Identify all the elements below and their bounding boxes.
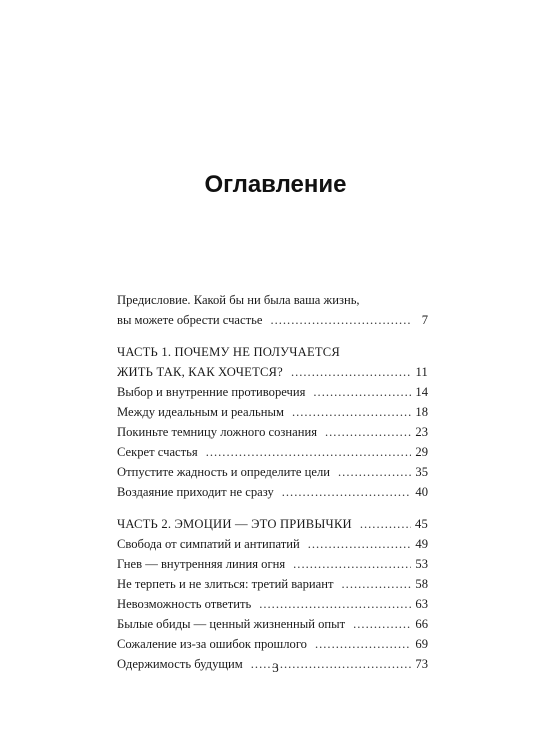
toc-entry-label: Воздаяние приходит не сразу	[117, 485, 274, 499]
toc-page-number: 58	[415, 577, 428, 591]
toc-entry-label: Выбор и внутренние противоречия	[117, 385, 306, 399]
page-title: Оглавление	[204, 171, 347, 198]
toc-entry[interactable]	[117, 442, 428, 462]
dot-leader	[315, 634, 411, 654]
toc-entry-label: Секрет счастья	[117, 445, 198, 459]
toc-page-number: 53	[415, 557, 428, 571]
toc-entry-label: ЖИТЬ ТАК, КАК ХОЧЕТСЯ?	[117, 365, 283, 379]
folio-page-number: 3	[272, 660, 279, 675]
toc-page-number: 45	[415, 517, 428, 531]
toc-entry-label: Сожаление из-за ошибок прошлого	[117, 637, 307, 651]
dot-leader	[291, 362, 412, 382]
dot-leader	[282, 482, 412, 502]
toc-entry-label: Покиньте темницу ложного сознания	[117, 425, 317, 439]
toc-entry-label: Свобода от симпатий и антипатий	[117, 537, 300, 551]
toc-page-number: 11	[415, 365, 428, 379]
toc-entry[interactable]	[117, 534, 428, 554]
toc-page-number: 23	[415, 425, 428, 439]
dot-leader	[360, 514, 411, 534]
toc-entry[interactable]	[117, 554, 428, 574]
dot-leader	[342, 574, 412, 594]
toc-entry-preface-line1: Предисловие. Какой бы ни была ваша жизнь,	[117, 293, 360, 307]
dot-leader	[270, 310, 412, 330]
toc-page-number: 29	[415, 445, 428, 459]
toc-entry[interactable]	[117, 422, 428, 442]
dot-leader	[293, 554, 411, 574]
toc-entry-preface[interactable]	[117, 310, 428, 330]
toc-page-number: 69	[415, 637, 428, 651]
section-gap	[117, 330, 428, 342]
toc-entry-label: Отпустите жадность и определите цели	[117, 465, 331, 479]
dot-leader	[308, 534, 412, 554]
toc-page-number: 49	[415, 537, 428, 551]
toc-part1-title-line1: ЧАСТЬ 1. ПОЧЕМУ НЕ ПОЛУЧАЕТСЯ	[117, 345, 340, 359]
toc-page-number: 40	[415, 485, 428, 499]
dot-leader	[325, 422, 411, 442]
section-gap	[117, 502, 428, 514]
toc-page-number: 7	[421, 313, 428, 327]
toc-entry-label: вы можете обрести счастье	[117, 313, 263, 327]
toc-entry[interactable]	[117, 594, 428, 614]
toc-entry[interactable]	[117, 382, 428, 402]
toc-entry[interactable]	[117, 402, 428, 422]
dot-leader	[338, 462, 411, 482]
table-of-contents	[117, 290, 428, 674]
toc-page-number: 14	[415, 385, 428, 399]
toc-page-number: 18	[415, 405, 428, 419]
toc-entry[interactable]	[117, 614, 428, 634]
toc-entry-label: Между идеальным и реальным	[117, 405, 284, 419]
toc-entry[interactable]	[117, 482, 428, 502]
toc-entry-label: Не терпеть и не злиться: третий вариант	[117, 577, 334, 591]
toc-entry-label: Былые обиды — ценный жизненный опыт	[117, 617, 346, 631]
toc-entry[interactable]	[117, 462, 428, 482]
toc-page-number: 63	[415, 597, 428, 611]
toc-entry-label: Одержимость будущим	[117, 657, 243, 671]
toc-entry[interactable]	[117, 634, 428, 654]
dot-leader	[206, 442, 412, 462]
toc-entry-part1[interactable]	[117, 362, 428, 382]
toc-entry-label: Невозможность ответить	[117, 597, 252, 611]
toc-page-number: 66	[415, 617, 428, 631]
toc-entry-label: ЧАСТЬ 2. ЭМОЦИИ — ЭТО ПРИВЫЧКИ	[117, 517, 352, 531]
dot-leader	[353, 614, 411, 634]
toc-entry-part2[interactable]	[117, 514, 428, 534]
dot-leader	[313, 382, 411, 402]
dot-leader	[259, 594, 411, 614]
toc-entry[interactable]	[117, 574, 428, 594]
toc-entry-label: Гнев — внутренняя линия огня	[117, 557, 286, 571]
toc-page-number: 73	[415, 657, 428, 671]
toc-page-number: 35	[415, 465, 428, 479]
dot-leader	[292, 402, 411, 422]
